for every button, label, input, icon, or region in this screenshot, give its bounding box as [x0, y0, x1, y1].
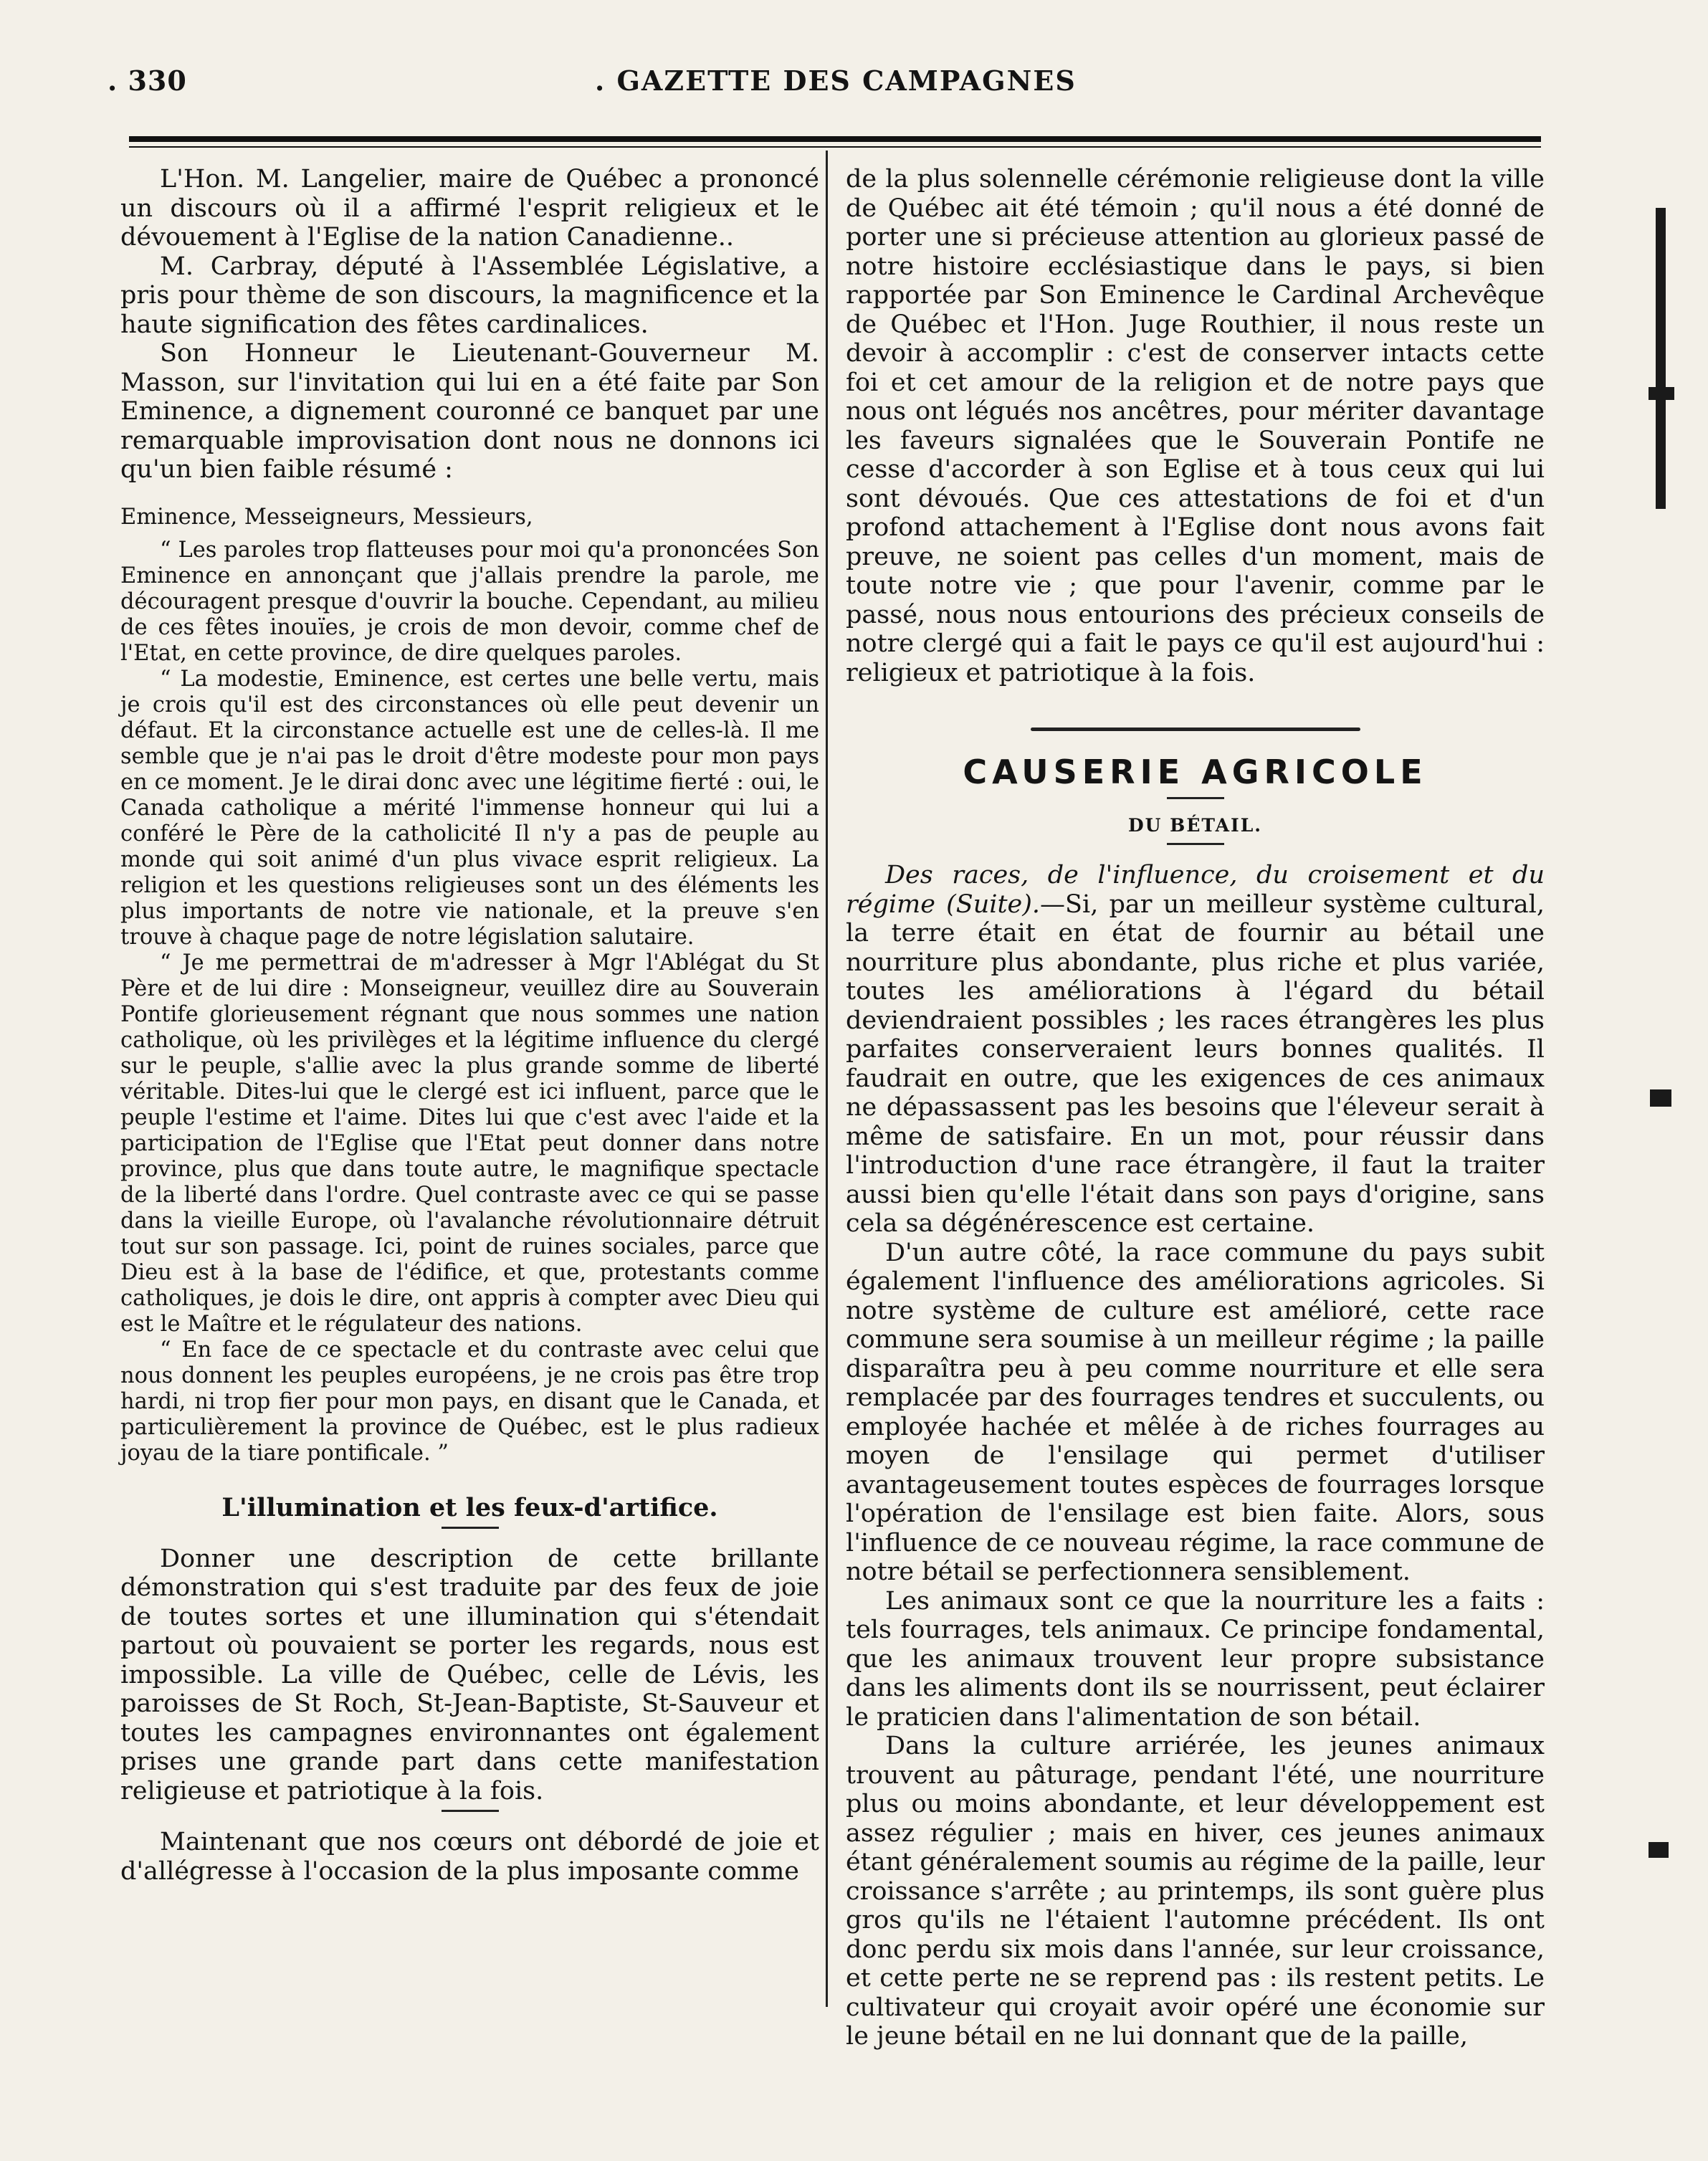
header-rule-thin [129, 146, 1541, 148]
speech-paragraph: “ Les paroles trop flatteuses pour moi qu'a prononcées Son Eminence en annonçant que j'allais prendre la parole, me découragent presque d'ouvrir la bouche. Cependant, au milieu de ces fêtes inouïes, je crois de mon devoir, comme chef de l'Etat, en cette province, de dire quelques paroles. [120, 537, 819, 666]
margin-scan-artifact [1656, 208, 1666, 509]
salutation: Eminence, Messeigneurs, Messieurs, [120, 504, 533, 530]
speech-paragraph: “ Je me permettrai de m'adresser à Mgr l'Ablégat du St Père et de lui dire : Monseigneur, veuillez dire au Souverain Pontife glorieusement régnant que nous sommes une nation catholique, où les privilèges et la légitime influence du clergé sur le peuple, s'allie avec la plus grande somme de liberté véritable. Dites-lui que le clergé est ici influent, parce que le peuple l'estime et l'aime. Dites lui que c'est avec l'aide et la participation de l'Eglise que l'Etat peut donner dans notre province, plus que dans toute autre, le magnifique spectacle de la liberté dans l'ordre. Quel contraste avec ce qui se passe dans la vieille Europe, où l'avalanche révolutionnaire détruit tout sur son passage. Ici, point de ruines sociales, parce que Dieu est à la base de l'édifice, et que, protestants comme catholiques, je dois le dire, ont appris à compter avec Dieu qui est le Maître et le régulateur des nations. [120, 950, 819, 1337]
header-rule-thick [129, 136, 1541, 142]
margin-scan-artifact [1649, 387, 1674, 400]
title-dash [1167, 797, 1224, 799]
margin-scan-artifact [1650, 1089, 1671, 1107]
section-title: L'illumination et les feux-d'artifice. [221, 1492, 718, 1522]
title-dash [442, 1527, 499, 1529]
column-divider [826, 151, 828, 2007]
continued-paragraph: de la plus solennelle cérémonie religieuse dont la ville de Québec ait été témoin ; qu'il nous a été donné de porter une si précieuse attention au glorieux passé de notre histoire ecclésiastique dans le pays, si bien rapportée par Son Eminence le Cardinal Archevêque de Québec et l'Hon. Juge Routhier, il nous reste un devoir à accomplir : c'est de conserver intacts cette foi et cet amour de la religion et de notre pays que nous ont légués nos ancêtres, pour mériter davantage les faveurs signalées que le Souverain Pontife ne cesse d'accorder à son Eglise et à tous ceux qui lui sont dévoués. Que ces attestations de foi et d'un profond attachement à l'Eglise dont nous avons fait preuve, ne soient pas celles d'un moment, mais de toute notre vie ; que pour l'avenir, comme par le passé, nous nous entourions des précieux conseils de notre clergé qui a fait le pays ce qu'il est aujourd'hui : religieux et patriotique à la fois. [846, 165, 1545, 687]
paragraph: M. Carbray, député à l'Assemblée Législative, a pris pour thème de son discours, la magnificence et la haute signification des fêtes cardinalices. [120, 252, 819, 339]
paragraph: L'Hon. M. Langelier, maire de Québec a prononcé un discours où il a affirmé l'esprit religieux et le dévouement à l'Eglise de la nation Canadienne.. [120, 165, 819, 252]
speech-paragraph: “ En face de ce spectacle et du contraste avec celui que nous donnent les peuples européens, je ne crois pas être trop hardi, ni trop fier pour mon pays, en disant que le Canada, et particulièrement la province de Québec, est le plus radieux joyau de la tiare pontificale. ” [120, 1337, 819, 1466]
article-subtitle: DU BÉTAIL. [1128, 815, 1262, 836]
article-title: CAUSERIE AGRICOLE [963, 753, 1428, 791]
running-head: . GAZETTE DES CAMPAGNES [595, 65, 1077, 97]
separator-dash [442, 1810, 499, 1812]
lead-paragraph [846, 861, 1545, 1239]
right-column [846, 165, 1545, 2051]
paragraph: Dans la culture arriérée, les jeunes animaux trouvent au pâturage, pendant l'été, une nourriture plus ou moins abondante, et leur développement est assez régulier ; mais en hiver, ces jeunes animaux étant généralement soumis au régime de la paille, leur croissance s'arrête ; au printemps, ils sont guère plus gros qu'ils ne l'étaient l'automne précédent. Ils ont donc perdu six mois dans l'année, sur leur croissance, et cette perte ne se reprend pas : ils restent petits. Le cultivateur qui croyait avoir opéré une économie sur le jeune bétail en ne lui donnant que de la paille, [846, 1732, 1545, 2051]
margin-scan-artifact [1649, 1842, 1669, 1858]
subtitle-dash [1167, 843, 1224, 845]
paragraph: Les animaux sont ce que la nourriture les a faits : tels fourrages, tels animaux. Ce principe fondamental, que les animaux trouvent leur propre subsistance dans les aliments dont ils se nourrissent, peut éclairer le praticien dans l'alimentation de son bétail. [846, 1586, 1545, 1732]
paragraph: Maintenant que nos cœurs ont débordé de joie et d'allégresse à l'occasion de la plus imposante comme [120, 1828, 819, 1886]
speech-paragraph: “ La modestie, Eminence, est certes une belle vertu, mais je crois qu'il est des circonstances où elle peut devenir un défaut. Et la circonstance actuelle est une de celles-là. Il me semble que je n'ai pas le droit d'être modeste pour mon pays en ce moment. Je le dirai donc avec une légitime fierté : oui, le Canada catholique a mérité l'immense honneur qui lui a conféré le Père de la catholicité Il n'y a pas de peuple au monde qui soit animé d'un plus vivace esprit religieux. La religion et les questions religieuses sont un des éléments les plus importants de notre vie nationale, et la preuve s'en trouve à chaque page de notre législation salutaire. [120, 666, 819, 950]
lead-text: —Si, par un meilleur système cultural, la terre était en état de fournir au bétail une nourriture plus abondante, plus riche et plus variée, toutes les améliorations à l'égard du bétail deviendraient possibles ; les races étrangères les plus parfaites conserveraient leurs bonnes qualités. Il faudrait en outre, que les exigences de ces animaux ne dépassassent pas les besoins que l'éleveur serait à même de satisfaire. En un mot, pour réussir dans l'introduction d'une race étrangère, il faut la traiter aussi bien qu'elle l'était dans son pays d'origine, sans cela sa dégénérescence est certaine. [846, 889, 1545, 1238]
paragraph: Son Honneur le Lieutenant-Gouverneur M. Masson, sur l'invitation qui lui en a été faite par Son Eminence, a dignement couronné ce banquet par une remarquable improvisation dont nous ne donnons ici qu'un bien faible résumé : [120, 339, 819, 484]
paragraph: Donner une description de cette brillante démonstration qui s'est traduite par des feux de joie de toutes sortes et une illumination qui s'étendait partout où pouvaient se porter les regards, nous est impossible. La ville de Québec, celle de Lévis, les paroisses de St Roch, St-Jean-Baptiste, St-Sauveur et toutes les campagnes environnantes ont également prises une grande part dans cette manifestation religieuse et patriotique à la fois. [120, 1544, 819, 1805]
page-number: . 330 [108, 65, 187, 97]
ornamental-rule [1031, 728, 1360, 731]
lead-in: Des races, de l'influence, du croisement et du régime (Suite). [846, 861, 1545, 919]
left-column [120, 165, 819, 2014]
paragraph: D'un autre côté, la race commune du pays subit également l'influence des améliorations agricoles. Si notre système de culture est amélioré, cette race commune sera soumise à un meilleur régime ; la paille disparaîtra peu à peu comme nourriture et elle sera remplacée par des fourrages tendres et succulents, ou employée hachée et mêlée à de riches fourrages au moyen de l'ensilage qui permet d'utiliser avantageusement toutes espèces de fourrages lorsque l'opération de l'ensilage est bien faite. Alors, sous l'influence de ce nouveau régime, la race commune de notre bétail se perfectionnera sensiblement. [846, 1238, 1545, 1586]
